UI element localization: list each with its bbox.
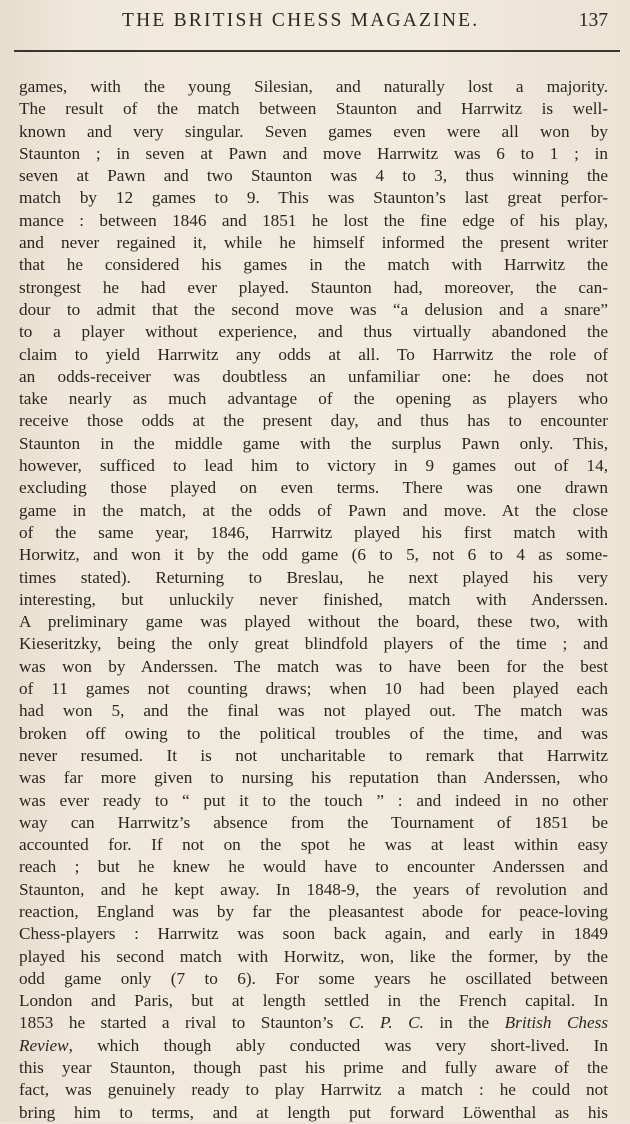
text-line: was won by Anderssen. The match was to have been for the best <box>19 656 608 676</box>
text-line: way can Harrwitz’s absence from the Tournament of 1851 be <box>19 812 608 832</box>
text-line: seven at Pawn and two Staunton was 4 to 3, thus winning the <box>19 166 608 186</box>
text-line: Staunton in the middle game with the surplus Pawn only. This, <box>19 433 608 453</box>
text-line: an odds-receiver was doubtless an unfamiliar one: he does not <box>19 366 608 386</box>
page-number: 137 <box>578 10 608 31</box>
text-line: fact, was genuinely ready to play Harrwitz a match : he could not <box>19 1080 608 1100</box>
italic-cpc: C. P. C. <box>348 1013 424 1033</box>
text-line: and never regained it, while he himself informed the present writer <box>19 233 608 253</box>
text-line: A preliminary game was played without the board, these two, with <box>19 612 608 632</box>
text-line: reaction, England was by far the pleasantest abode for peace-loving <box>19 901 608 921</box>
text-line-with-italics <box>19 1012 608 1034</box>
italic-review: Review <box>19 1035 69 1055</box>
text-line: odd game only (7 to 6). For some years he oscillated between <box>19 968 608 988</box>
text-line: was far more given to nursing his reputation than Anderssen, who <box>19 768 608 788</box>
text-line: had won 5, and the final was not played out. The match was <box>19 701 608 721</box>
text-line: bring him to terms, and at length put forward Löwenthal as his <box>19 1102 608 1122</box>
text-line: that he considered his games in the match with Harrwitz the <box>19 255 608 275</box>
text-line: claim to yield Harrwitz any odds at all. To Harrwitz the role of <box>19 344 608 364</box>
text-line: to a player without experience, and thus virtually abandoned the <box>19 322 608 342</box>
text-line: known and very singular. Seven games even were all won by <box>19 121 608 141</box>
running-title: THE BRITISH CHESS MAGAZINE. <box>122 10 480 31</box>
text-line: interesting, but unluckily never finished, match with Anderssen. <box>19 589 608 609</box>
text-line: reach ; but he knew he would have to encounter Anderssen and <box>19 857 608 877</box>
text-line: broken off owing to the political troubles of the time, and was <box>19 723 608 743</box>
text-line: excluding those played on even terms. There was one drawn <box>19 478 608 498</box>
text-line: match by 12 games to 9. This was Staunton’s last great perfor- <box>19 188 608 208</box>
text-line: Staunton ; in seven at Pawn and move Harrwitz was 6 to 1 ; in <box>19 143 608 163</box>
text-line: of 11 games not counting draws; when 10 had been played each <box>19 679 608 699</box>
text-line: strongest he had ever played. Staunton had, moreover, the can- <box>19 277 608 297</box>
line-mid: in the <box>423 1013 505 1033</box>
line-lead: 1853 he started a rival to Staunton’s <box>19 1013 349 1033</box>
text-line: times stated). Returning to Breslau, he next played his very <box>19 567 608 587</box>
text-line: Chess-players : Harrwitz was soon back again, and early in 1849 <box>19 924 608 944</box>
text-line: mance : between 1846 and 1851 he lost the fine edge of his play, <box>19 210 608 230</box>
text-line: played his second match with Horwitz, won, like the former, by the <box>19 946 608 966</box>
page-header <box>14 8 612 42</box>
text-line: game in the match, at the odds of Pawn and move. At the close <box>19 500 608 520</box>
text-line: The result of the match between Staunton and Harrwitz is well- <box>19 99 608 119</box>
text-line: accounted for. If not on the spot he was at least within easy <box>19 835 608 855</box>
text-line: never resumed. It is not uncharitable to remark that Harrwitz <box>19 745 608 765</box>
text-line: this year Staunton, though past his prime and fully aware of the <box>19 1058 608 1078</box>
text-line: games, with the young Silesian, and naturally lost a majority. <box>19 77 608 96</box>
header-rule <box>14 50 620 52</box>
text-line: Review, which though ably conducted was very short-lived. In <box>19 1035 608 1055</box>
text-line: London and Paris, but at length settled in the French capital. In <box>19 991 608 1011</box>
text-line: dour to admit that the second move was “a delusion and a snare” <box>19 299 608 319</box>
text-line: receive those odds at the present day, and thus has to encounter <box>19 411 608 431</box>
text-line: take nearly as much advantage of the opening as players who <box>19 389 608 409</box>
text-line: Staunton, and he kept away. In 1848-9, the years of revolution and <box>19 879 608 899</box>
text-line: however, sufficed to lead him to victory in 9 games out of 14, <box>19 456 608 476</box>
text-line: Horwitz, and won it by the odd game (6 to 5, not 6 to 4 as some- <box>19 545 608 565</box>
text-line: was ever ready to “ put it to the touch ” : and indeed in no other <box>19 790 608 810</box>
text-line: of the same year, 1846, Harrwitz played his first match with <box>19 522 608 542</box>
text-line: Kieseritzky, being the only great blindfold players of the time ; and <box>19 634 608 654</box>
body-text <box>19 76 608 1124</box>
italic-british-chess: British Chess <box>504 1013 608 1033</box>
